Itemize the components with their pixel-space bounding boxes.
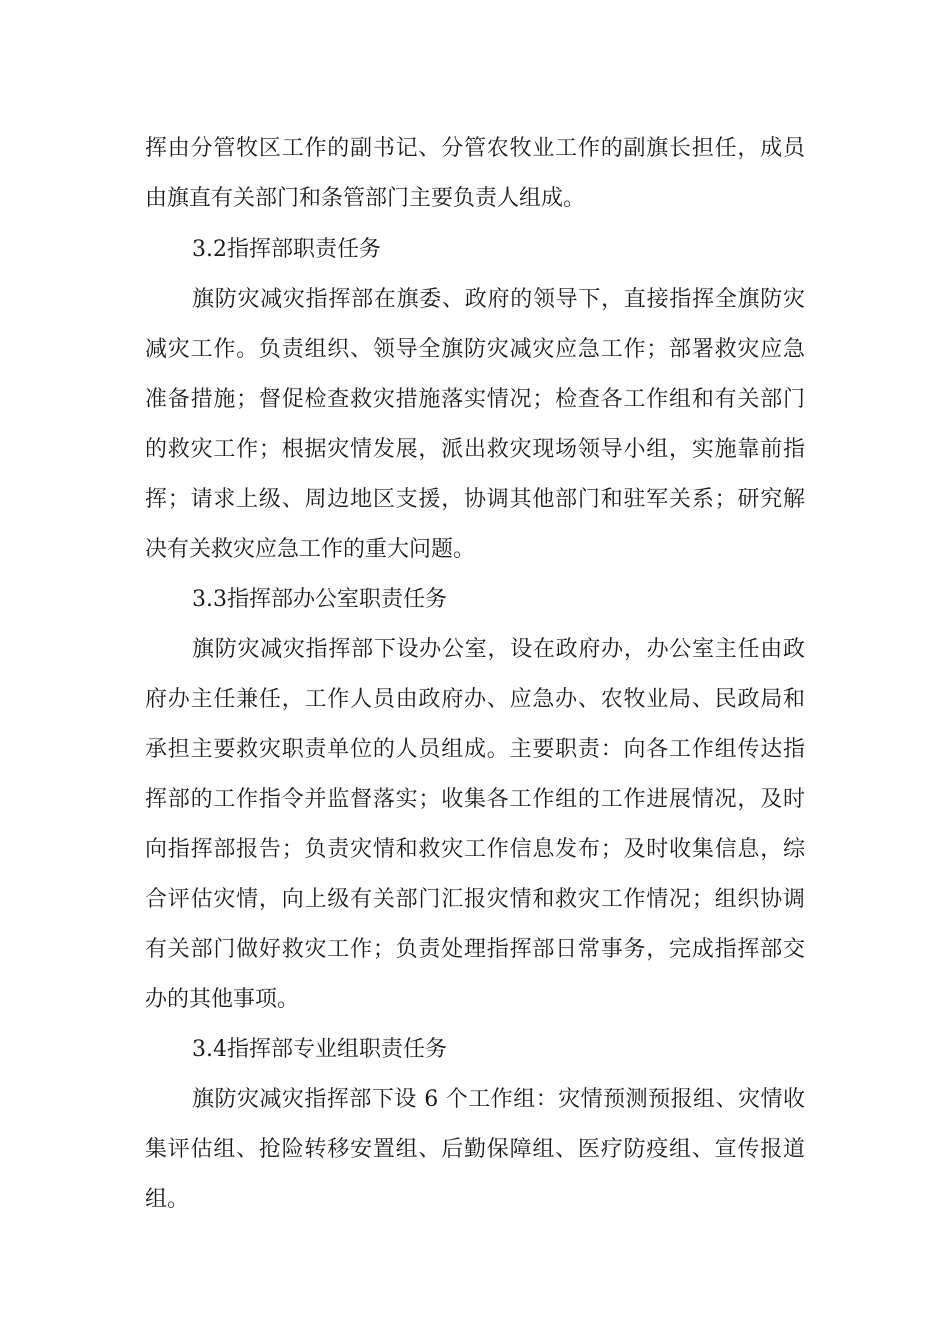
paragraph-line: 挥由分管牧区工作的副书记、分管农牧业工作的副旗长担任，成员 bbox=[145, 136, 805, 161]
paragraph-line: 向指挥部报告；负责灾情和救灾工作信息发布；及时收集信息，综 bbox=[145, 837, 805, 862]
section-heading-3-3: 3.3指挥部办公室职责任务 bbox=[192, 587, 447, 612]
paragraph-line: 决有关救灾应急工作的重大问题。 bbox=[145, 537, 476, 562]
paragraph-line: 旗防灾减灾指挥部下设 6 个工作组：灾情预测预报组、灾情收 bbox=[192, 1087, 805, 1112]
paragraph-line: 办的其他事项。 bbox=[145, 987, 300, 1012]
paragraph-line: 挥；请求上级、周边地区支援，协调其他部门和驻军关系；研究解 bbox=[145, 487, 805, 512]
paragraph-line: 减灾工作。负责组织、领导全旗防灾减灾应急工作；部署救灾应急 bbox=[145, 337, 805, 362]
paragraph-line: 承担主要救灾职责单位的人员组成。主要职责：向各工作组传达指 bbox=[145, 737, 805, 762]
section-heading-3-2: 3.2指挥部职责任务 bbox=[192, 237, 381, 262]
paragraph-line: 集评估组、抢险转移安置组、后勤保障组、医疗防疫组、宣传报道 bbox=[145, 1137, 805, 1162]
paragraph-line: 府办主任兼任，工作人员由政府办、应急办、农牧业局、民政局和 bbox=[145, 687, 805, 712]
paragraph-line: 准备措施；督促检查救灾措施落实情况；检查各工作组和有关部门 bbox=[145, 387, 805, 412]
paragraph-line: 的救灾工作；根据灾情发展，派出救灾现场领导小组，实施靠前指 bbox=[145, 437, 805, 462]
paragraph-line: 有关部门做好救灾工作；负责处理指挥部日常事务，完成指挥部交 bbox=[145, 937, 805, 962]
paragraph-line: 组。 bbox=[145, 1187, 190, 1212]
section-heading-3-4: 3.4指挥部专业组职责任务 bbox=[192, 1037, 447, 1062]
paragraph-line: 旗防灾减灾指挥部在旗委、政府的领导下，直接指挥全旗防灾 bbox=[192, 287, 805, 312]
paragraph-line: 由旗直有关部门和条管部门主要负责人组成。 bbox=[145, 186, 586, 211]
paragraph-line: 旗防灾减灾指挥部下设办公室，设在政府办，办公室主任由政 bbox=[192, 637, 805, 662]
paragraph-line: 挥部的工作指令并监督落实；收集各工作组的工作进展情况，及时 bbox=[145, 787, 805, 812]
paragraph-line: 合评估灾情，向上级有关部门汇报灾情和救灾工作情况；组织协调 bbox=[145, 887, 805, 912]
